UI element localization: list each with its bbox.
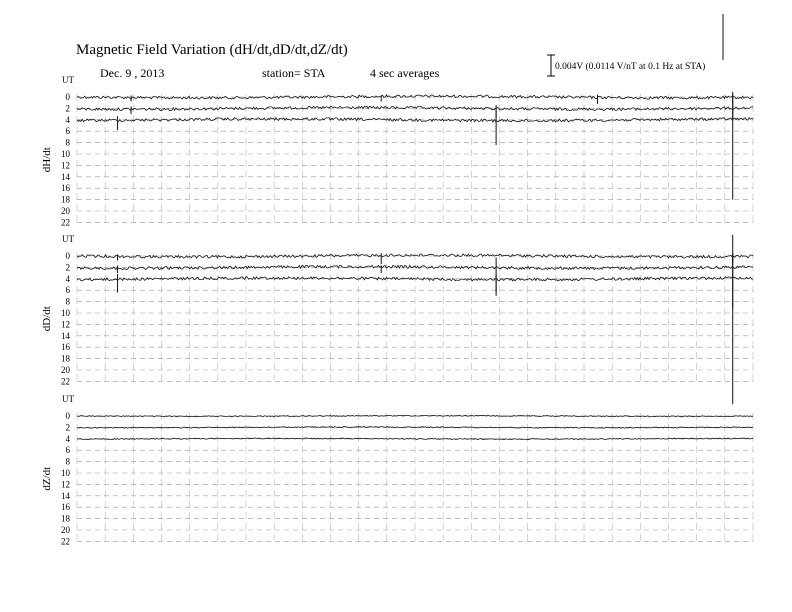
- y-tick-label: 16: [61, 342, 70, 353]
- averaging-label: 4 sec averages: [370, 66, 440, 80]
- y-tick-label: 14: [61, 330, 70, 341]
- panel-dZ-dt: [41, 394, 753, 546]
- y-tick-label: 8: [65, 137, 70, 148]
- y-tick-label: 4: [65, 273, 70, 284]
- y-axis-label: dZ/dt: [41, 466, 53, 491]
- y-tick-label: 12: [61, 319, 70, 330]
- y-tick-label: 14: [61, 490, 70, 501]
- y-tick-label: 18: [61, 194, 70, 205]
- panel-dD-dt: [41, 234, 753, 404]
- y-tick-label: 22: [61, 536, 70, 547]
- y-tick-label: 2: [65, 262, 70, 273]
- scale-bar: [547, 55, 555, 76]
- y-tick-label: 6: [65, 445, 70, 456]
- y-tick-label: 4: [65, 433, 70, 444]
- y-tick-label: 14: [61, 171, 70, 182]
- y-tick-label: 22: [61, 217, 70, 228]
- y-axis-label: dH/dt: [41, 147, 53, 173]
- scale-label: 0.004V (0.0114 V/nT at 0.1 Hz at STA): [555, 62, 706, 72]
- y-tick-label: 10: [61, 468, 70, 478]
- y-tick-label: 12: [61, 479, 70, 490]
- y-tick-label: 0: [65, 411, 70, 421]
- y-tick-label: 4: [65, 114, 70, 125]
- chart-title: Magnetic Field Variation (dH/dt,dD/dt,dZ/dt): [76, 42, 348, 58]
- y-tick-label: 22: [61, 376, 70, 387]
- y-tick-label: 8: [65, 296, 70, 307]
- y-tick-label: 16: [61, 502, 70, 513]
- y-tick-label: 8: [65, 456, 70, 467]
- y-tick-label: 10: [61, 308, 70, 318]
- time-axis-label: UT: [62, 394, 74, 404]
- y-tick-label: 0: [65, 251, 70, 261]
- time-axis-label: UT: [62, 234, 74, 244]
- y-tick-label: 6: [65, 126, 70, 137]
- y-tick-label: 20: [61, 206, 70, 216]
- y-tick-label: 2: [65, 422, 70, 433]
- time-axis-label: UT: [62, 75, 74, 85]
- y-tick-label: 6: [65, 285, 70, 296]
- y-tick-label: 20: [61, 365, 70, 375]
- y-tick-label: 18: [61, 513, 70, 524]
- y-tick-label: 16: [61, 183, 70, 194]
- y-tick-label: 0: [65, 92, 70, 102]
- date-label: Dec. 9 , 2013: [100, 66, 165, 80]
- y-tick-label: 10: [61, 149, 70, 159]
- y-tick-label: 2: [65, 103, 70, 114]
- station-label: station= STA: [262, 66, 326, 80]
- y-tick-label: 20: [61, 525, 70, 535]
- y-axis-label: dD/dt: [41, 306, 53, 332]
- panel-dH-dt: [41, 75, 753, 227]
- y-tick-label: 18: [61, 353, 70, 364]
- y-tick-label: 12: [61, 160, 70, 171]
